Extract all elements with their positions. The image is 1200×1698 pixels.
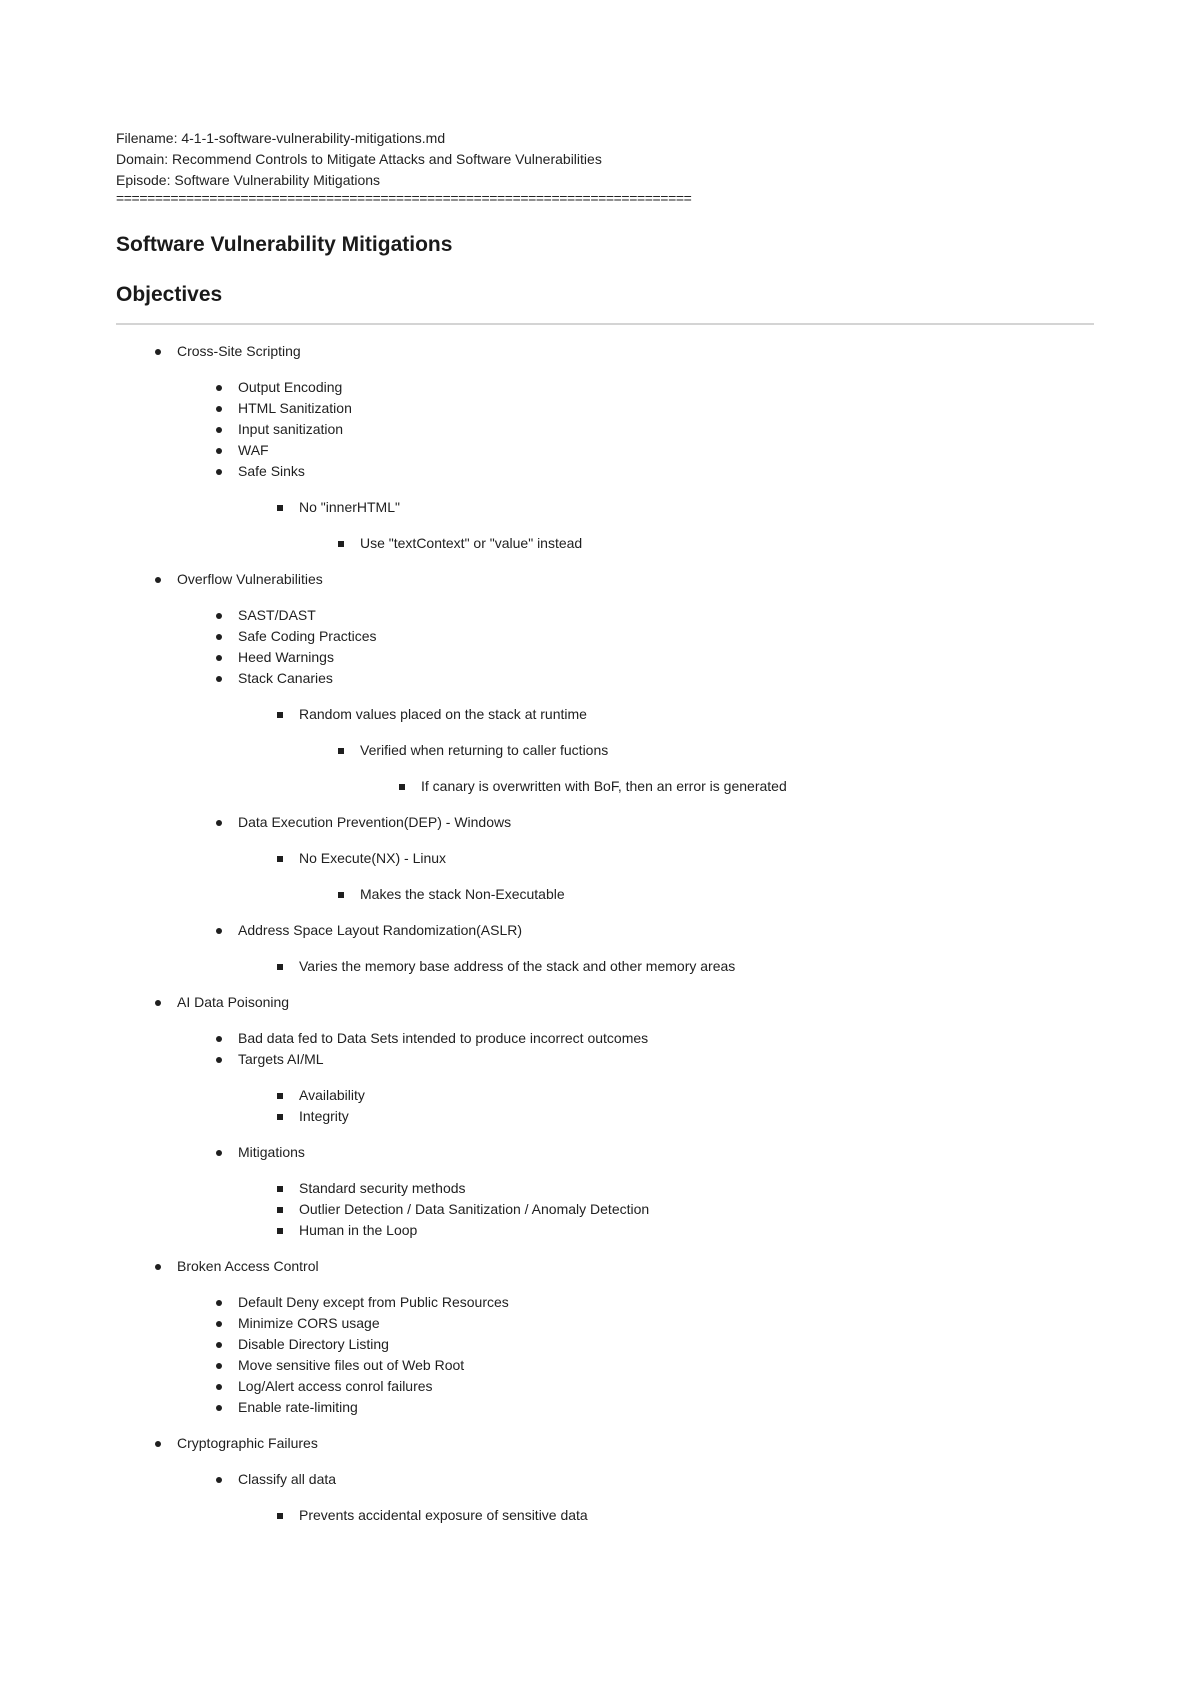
sublist-aslr xyxy=(238,956,1094,977)
list-item xyxy=(177,461,1094,554)
list-item-access-control xyxy=(116,1256,1094,1418)
list-item-label: Safe Sinks xyxy=(238,463,305,479)
list-item xyxy=(238,1178,1094,1199)
square-bullet-icon xyxy=(338,748,344,754)
sublist-targets xyxy=(238,1085,1094,1127)
list-item xyxy=(177,377,1094,398)
list-item-label: Default Deny except from Public Resources xyxy=(238,1294,509,1310)
list-item-label: Cryptographic Failures xyxy=(177,1435,318,1451)
list-item-label: Use "textContext" or "value" instead xyxy=(360,535,583,551)
sublist-mitigations xyxy=(238,1178,1094,1241)
square-bullet-icon xyxy=(338,892,344,898)
sublist-xss xyxy=(177,377,1094,554)
circle-bullet-icon xyxy=(216,427,222,433)
sublist-canaries xyxy=(238,704,1094,797)
list-item-label: HTML Sanitization xyxy=(238,400,352,416)
square-bullet-icon xyxy=(277,1513,283,1519)
list-item xyxy=(238,1106,1094,1127)
list-item xyxy=(177,1334,1094,1355)
list-item xyxy=(177,1292,1094,1313)
list-item xyxy=(177,1028,1094,1049)
page-title: Software Vulnerability Mitigations xyxy=(116,233,453,256)
list-item-label: AI Data Poisoning xyxy=(177,994,290,1010)
list-item-label: Log/Alert access conrol failures xyxy=(238,1378,433,1394)
circle-bullet-icon xyxy=(216,1321,222,1327)
list-item-label: Targets AI/ML xyxy=(238,1051,324,1067)
list-item-label: Human in the Loop xyxy=(299,1222,418,1238)
list-item xyxy=(177,398,1094,419)
list-item-ai-poisoning xyxy=(116,992,1094,1241)
list-item xyxy=(177,1469,1094,1526)
list-item-label: Availability xyxy=(299,1087,365,1103)
list-item-label: Address Space Layout Randomization(ASLR) xyxy=(238,922,523,938)
list-item xyxy=(177,1397,1094,1418)
list-item xyxy=(177,605,1094,626)
list-item-crypto-failures xyxy=(116,1433,1094,1526)
list-item xyxy=(238,956,1094,977)
list-item-label: WAF xyxy=(238,442,269,458)
sublist-classify xyxy=(238,1505,1094,1526)
sublist-innerhtml xyxy=(299,533,1094,554)
equals-rule: ========================================================================== xyxy=(116,191,692,205)
section-divider xyxy=(116,323,1094,325)
circle-bullet-icon xyxy=(216,385,222,391)
circle-bullet-icon xyxy=(216,469,222,475)
list-item-label: Outlier Detection / Data Sanitization / Anomaly Detection xyxy=(299,1201,650,1217)
list-item xyxy=(177,1049,1094,1127)
square-bullet-icon xyxy=(277,856,283,862)
list-item-label: Integrity xyxy=(299,1108,349,1124)
list-item xyxy=(177,419,1094,440)
disc-bullet-icon xyxy=(155,577,161,583)
square-bullet-icon xyxy=(277,712,283,718)
list-item-xss xyxy=(116,341,1094,554)
square-bullet-icon xyxy=(277,1207,283,1213)
square-bullet-icon xyxy=(277,1093,283,1099)
circle-bullet-icon xyxy=(216,1300,222,1306)
list-item-label: Mitigations xyxy=(238,1144,305,1160)
circle-bullet-icon xyxy=(216,1405,222,1411)
list-item-label: Safe Coding Practices xyxy=(238,628,377,644)
sublist-safe-sinks xyxy=(238,497,1094,554)
objectives-list xyxy=(116,341,1094,1526)
list-item xyxy=(238,1199,1094,1220)
circle-bullet-icon xyxy=(216,1057,222,1063)
list-item-label: Enable rate-limiting xyxy=(238,1399,358,1415)
list-item-overflow xyxy=(116,569,1094,977)
list-item-label: Standard security methods xyxy=(299,1180,466,1196)
sublist-crypto xyxy=(177,1469,1094,1526)
list-item-label: No "innerHTML" xyxy=(299,499,400,515)
list-item xyxy=(238,1085,1094,1106)
circle-bullet-icon xyxy=(216,1342,222,1348)
circle-bullet-icon xyxy=(216,1150,222,1156)
list-item xyxy=(238,1220,1094,1241)
list-item-label: Stack Canaries xyxy=(238,670,333,686)
circle-bullet-icon xyxy=(216,820,222,826)
disc-bullet-icon xyxy=(155,1441,161,1447)
circle-bullet-icon xyxy=(216,1363,222,1369)
domain-line: Domain: Recommend Controls to Mitigate Attacks and Software Vulnerabilities xyxy=(116,151,602,167)
square-bullet-icon xyxy=(277,505,283,511)
circle-bullet-icon xyxy=(216,1384,222,1390)
list-item xyxy=(360,776,1094,797)
list-item-label: Input sanitization xyxy=(238,421,344,437)
list-item-label: Bad data fed to Data Sets intended to produce incorrect outcomes xyxy=(238,1030,649,1046)
list-item xyxy=(177,1313,1094,1334)
list-item-label: Prevents accidental exposure of sensitive data xyxy=(299,1507,588,1523)
list-item xyxy=(177,647,1094,668)
list-item-label: Disable Directory Listing xyxy=(238,1336,389,1352)
list-item-label: Classify all data xyxy=(238,1471,337,1487)
list-item-label: Minimize CORS usage xyxy=(238,1315,380,1331)
list-item xyxy=(177,812,1094,905)
filename-line: Filename: 4-1-1-software-vulnerability-mitigations.md xyxy=(116,130,446,146)
list-item xyxy=(238,497,1094,554)
list-item-label: Output Encoding xyxy=(238,379,343,395)
list-item-label: Heed Warnings xyxy=(238,649,334,665)
circle-bullet-icon xyxy=(216,448,222,454)
list-item-label: No Execute(NX) - Linux xyxy=(299,850,447,866)
episode-line: Episode: Software Vulnerability Mitigations xyxy=(116,172,381,188)
list-item xyxy=(177,920,1094,977)
list-item xyxy=(177,668,1094,797)
list-item xyxy=(238,704,1094,797)
list-item xyxy=(177,626,1094,647)
sublist-dep xyxy=(238,848,1094,905)
square-bullet-icon xyxy=(277,1186,283,1192)
disc-bullet-icon xyxy=(155,1264,161,1270)
square-bullet-icon xyxy=(277,1228,283,1234)
circle-bullet-icon xyxy=(216,928,222,934)
list-item xyxy=(238,1505,1094,1526)
list-item xyxy=(177,1355,1094,1376)
list-item-label: Random values placed on the stack at runtime xyxy=(299,706,587,722)
list-item-label: If canary is overwritten with BoF, then an error is generated xyxy=(421,778,787,794)
circle-bullet-icon xyxy=(216,613,222,619)
list-item-label: Overflow Vulnerabilities xyxy=(177,571,323,587)
sublist-overflow xyxy=(177,605,1094,977)
disc-bullet-icon xyxy=(155,349,161,355)
circle-bullet-icon xyxy=(216,676,222,682)
circle-bullet-icon xyxy=(216,1477,222,1483)
sublist-ai xyxy=(177,1028,1094,1241)
list-item-label: Cross-Site Scripting xyxy=(177,343,301,359)
square-bullet-icon xyxy=(277,1114,283,1120)
list-item xyxy=(299,740,1094,797)
list-item xyxy=(177,1142,1094,1241)
list-item-label: Broken Access Control xyxy=(177,1258,319,1274)
list-item-label: Makes the stack Non-Executable xyxy=(360,886,565,902)
list-item-label: Move sensitive files out of Web Root xyxy=(238,1357,465,1373)
list-item xyxy=(177,1376,1094,1397)
sublist-verified xyxy=(360,776,1094,797)
sublist-nx xyxy=(299,884,1094,905)
disc-bullet-icon xyxy=(155,1000,161,1006)
list-item-label: Verified when returning to caller fuctions xyxy=(360,742,609,758)
list-item-label: Data Execution Prevention(DEP) - Windows xyxy=(238,814,512,830)
square-bullet-icon xyxy=(338,541,344,547)
document-page xyxy=(116,128,1094,1541)
circle-bullet-icon xyxy=(216,1036,222,1042)
list-item-label: Varies the memory base address of the stack and other memory areas xyxy=(299,958,736,974)
list-item xyxy=(177,440,1094,461)
list-item xyxy=(299,884,1094,905)
square-bullet-icon xyxy=(277,964,283,970)
list-item xyxy=(299,533,1094,554)
sublist-access xyxy=(177,1292,1094,1418)
list-item-label: SAST/DAST xyxy=(238,607,316,623)
square-bullet-icon xyxy=(399,784,405,790)
circle-bullet-icon xyxy=(216,655,222,661)
circle-bullet-icon xyxy=(216,406,222,412)
circle-bullet-icon xyxy=(216,634,222,640)
section-title-objectives: Objectives xyxy=(116,283,223,306)
sublist-random-values xyxy=(299,740,1094,797)
list-item xyxy=(238,848,1094,905)
